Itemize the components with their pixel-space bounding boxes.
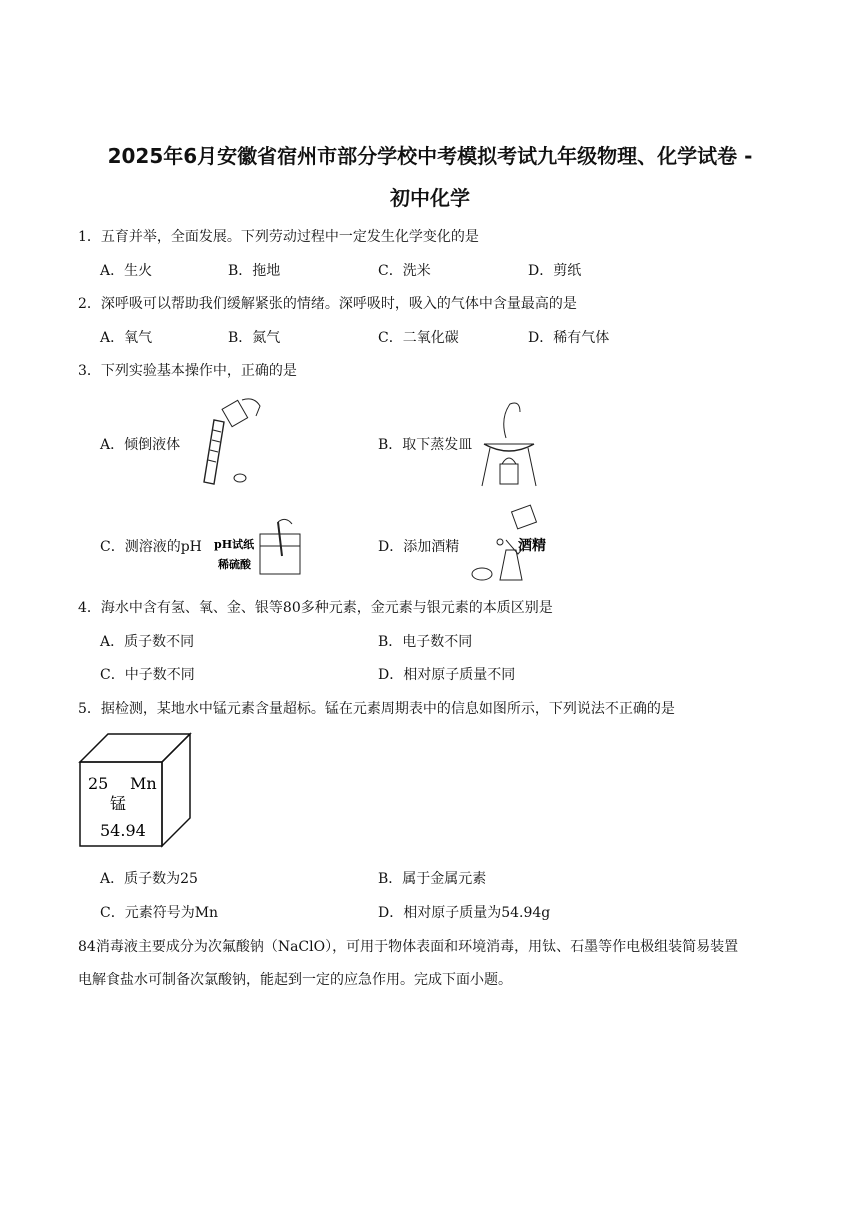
- element-name: 锰: [110, 794, 127, 813]
- passage-line2: 电解食盐水可制备次氯酸钠，能起到一定的应急作用。完成下面小题。: [78, 972, 512, 988]
- q1-option-a: A．生火: [100, 263, 153, 279]
- doc-title-line2: 初中化学: [390, 186, 470, 210]
- q2-option-d: D．稀有气体: [528, 330, 610, 346]
- passage-line1: 84消毒液主要成分为次氟酸钠（NaClO），可用于物体表面和环境消毒，用钛、石墨等作电极组装简易装置: [78, 939, 739, 955]
- evaporating-dish-figure: [476, 398, 542, 490]
- q4-option-a: A．质子数不同: [100, 634, 195, 650]
- q3-option-d: D．添加酒精: [378, 539, 460, 555]
- q2-option-c: C．二氧化碳: [378, 330, 459, 346]
- q3-stem: 3．下列实验基本操作中，正确的是: [78, 363, 297, 379]
- q5-option-a: A．质子数为25: [100, 871, 198, 887]
- q3-option-a: A．倾倒液体: [100, 437, 181, 453]
- ph-paper-label: pH试纸: [214, 538, 255, 551]
- alcohol-label: 酒精: [518, 538, 546, 554]
- q5-option-c: C．元素符号为Mn: [100, 905, 219, 921]
- pouring-liquid-figure: [184, 390, 264, 490]
- q3-option-c: C．测溶液的pH: [100, 539, 202, 555]
- doc-title-line1: 2025年6月安徽省宿州市部分学校中考模拟考试九年级物理、化学试卷 -: [107, 144, 753, 168]
- q1-option-c: C．洗米: [378, 263, 431, 279]
- q5-stem: 5．据检测，某地水中锰元素含量超标。锰在元素周期表中的信息如图所示，下列说法不正确的是: [78, 701, 675, 717]
- q5-option-b: B．属于金属元素: [378, 871, 487, 887]
- add-alcohol-figure: [466, 500, 556, 586]
- q1-option-b: B．拖地: [228, 263, 281, 279]
- q2-option-a: A．氧气: [100, 330, 153, 346]
- q1-option-d: D．剪纸: [528, 263, 582, 279]
- element-symbol: Mn: [130, 774, 157, 793]
- dilute-acid-label: 稀硫酸: [218, 558, 251, 571]
- q4-option-b: B．电子数不同: [378, 634, 473, 650]
- q4-stem: 4．海水中含有氢、氧、金、银等80多种元素，金元素与银元素的本质区别是: [78, 600, 553, 616]
- q4-option-c: C．中子数不同: [100, 667, 195, 683]
- atomic-number: 25: [88, 774, 109, 793]
- ph-test-figure: [212, 516, 308, 578]
- q5-option-d: D．相对原子质量为54.94g: [378, 905, 551, 921]
- q2-stem: 2．深呼吸可以帮助我们缓解紧张的情绪。深呼吸时，吸入的气体中含量最高的是: [78, 296, 577, 312]
- element-card-manganese: [78, 732, 194, 850]
- q3-option-b: B．取下蒸发皿: [378, 437, 473, 453]
- q4-option-d: D．相对原子质量不同: [378, 667, 516, 683]
- q2-option-b: B．氮气: [228, 330, 281, 346]
- q1-stem: 1．五育并举，全面发展。下列劳动过程中一定发生化学变化的是: [78, 229, 479, 245]
- atomic-mass: 54.94: [100, 821, 146, 840]
